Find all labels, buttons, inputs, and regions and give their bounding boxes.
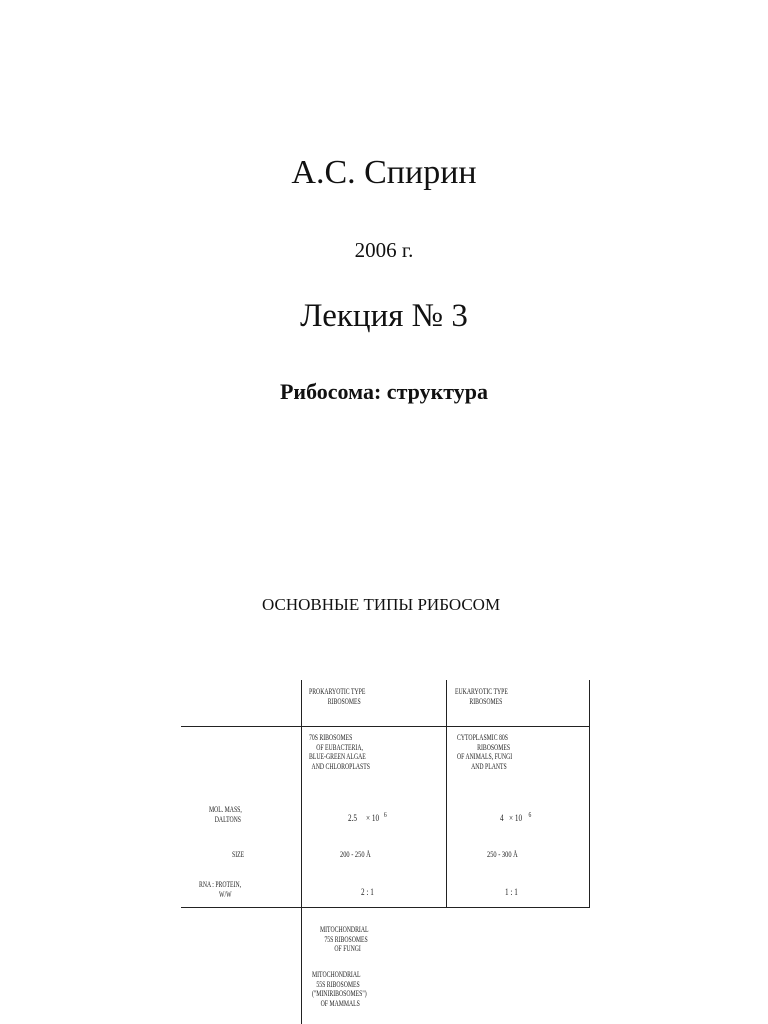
author-name: А.С. Спирин: [291, 154, 477, 191]
prokaryotic-mol-mass: [348, 811, 387, 823]
table-hline-header: [181, 726, 590, 727]
table-hline-bottom: [181, 907, 590, 908]
eukaryotic-mol-mass-value: 4 × 10: [500, 813, 523, 823]
col-header-prokaryotic: PROKARYOTIC TYPE RIBOSOMES: [309, 687, 366, 706]
year-label: 2006 г.: [354, 238, 414, 262]
table-vline-left: [301, 680, 302, 1024]
prokaryotic-description: 70S RIBOSOMES OF EUBACTERIA, BLUE-GREEN ALGAE AND CHLOROPLASTS: [309, 733, 370, 771]
prokaryotic-mol-mass-exponent: 6: [383, 811, 387, 819]
mitochondrial-fungi-ribosomes: MITOCHONDRIAL 75S RIBOSOMES OF FUNGI: [320, 925, 369, 953]
eukaryotic-mol-mass: [500, 811, 531, 823]
eukaryotic-mol-mass-exponent: 6: [528, 811, 532, 819]
table-vline-right: [589, 680, 590, 908]
prokaryotic-rna-protein-ratio: 2 : 1: [361, 887, 374, 897]
lecture-subtitle: Рибосома: структура: [279, 379, 489, 404]
eukaryotic-description: CYTOPLASMIC 80S RIBOSOMES OF ANIMALS, FUNGI AND PLANTS: [457, 733, 513, 771]
row-label-mol-mass: MOL. MASS, DALTONS: [209, 805, 242, 824]
col-header-eukaryotic: EUKARYOTIC TYPE RIBOSOMES: [455, 687, 508, 706]
row-label-rna-protein: RNA : PROTEIN, W/W: [199, 880, 242, 899]
table-vline-middle: [446, 680, 447, 908]
mitochondrial-mammals-ribosomes: MITOCHONDRIAL 55S RIBOSOMES ("MINIRIBOSOMES") OF MAMMALS: [312, 970, 367, 1008]
eukaryotic-size: 250 - 300 Å: [487, 850, 518, 859]
row-label-size: SIZE: [232, 850, 245, 859]
section-title: ОСНОВНЫЕ ТИПЫ РИБОСОМ: [262, 595, 501, 614]
prokaryotic-size: 200 - 250 Å: [340, 850, 371, 859]
lecture-title: Лекция № 3: [300, 298, 468, 334]
eukaryotic-rna-protein-ratio: 1 : 1: [505, 887, 518, 897]
prokaryotic-mol-mass-value: 2.5 × 10: [348, 813, 380, 823]
